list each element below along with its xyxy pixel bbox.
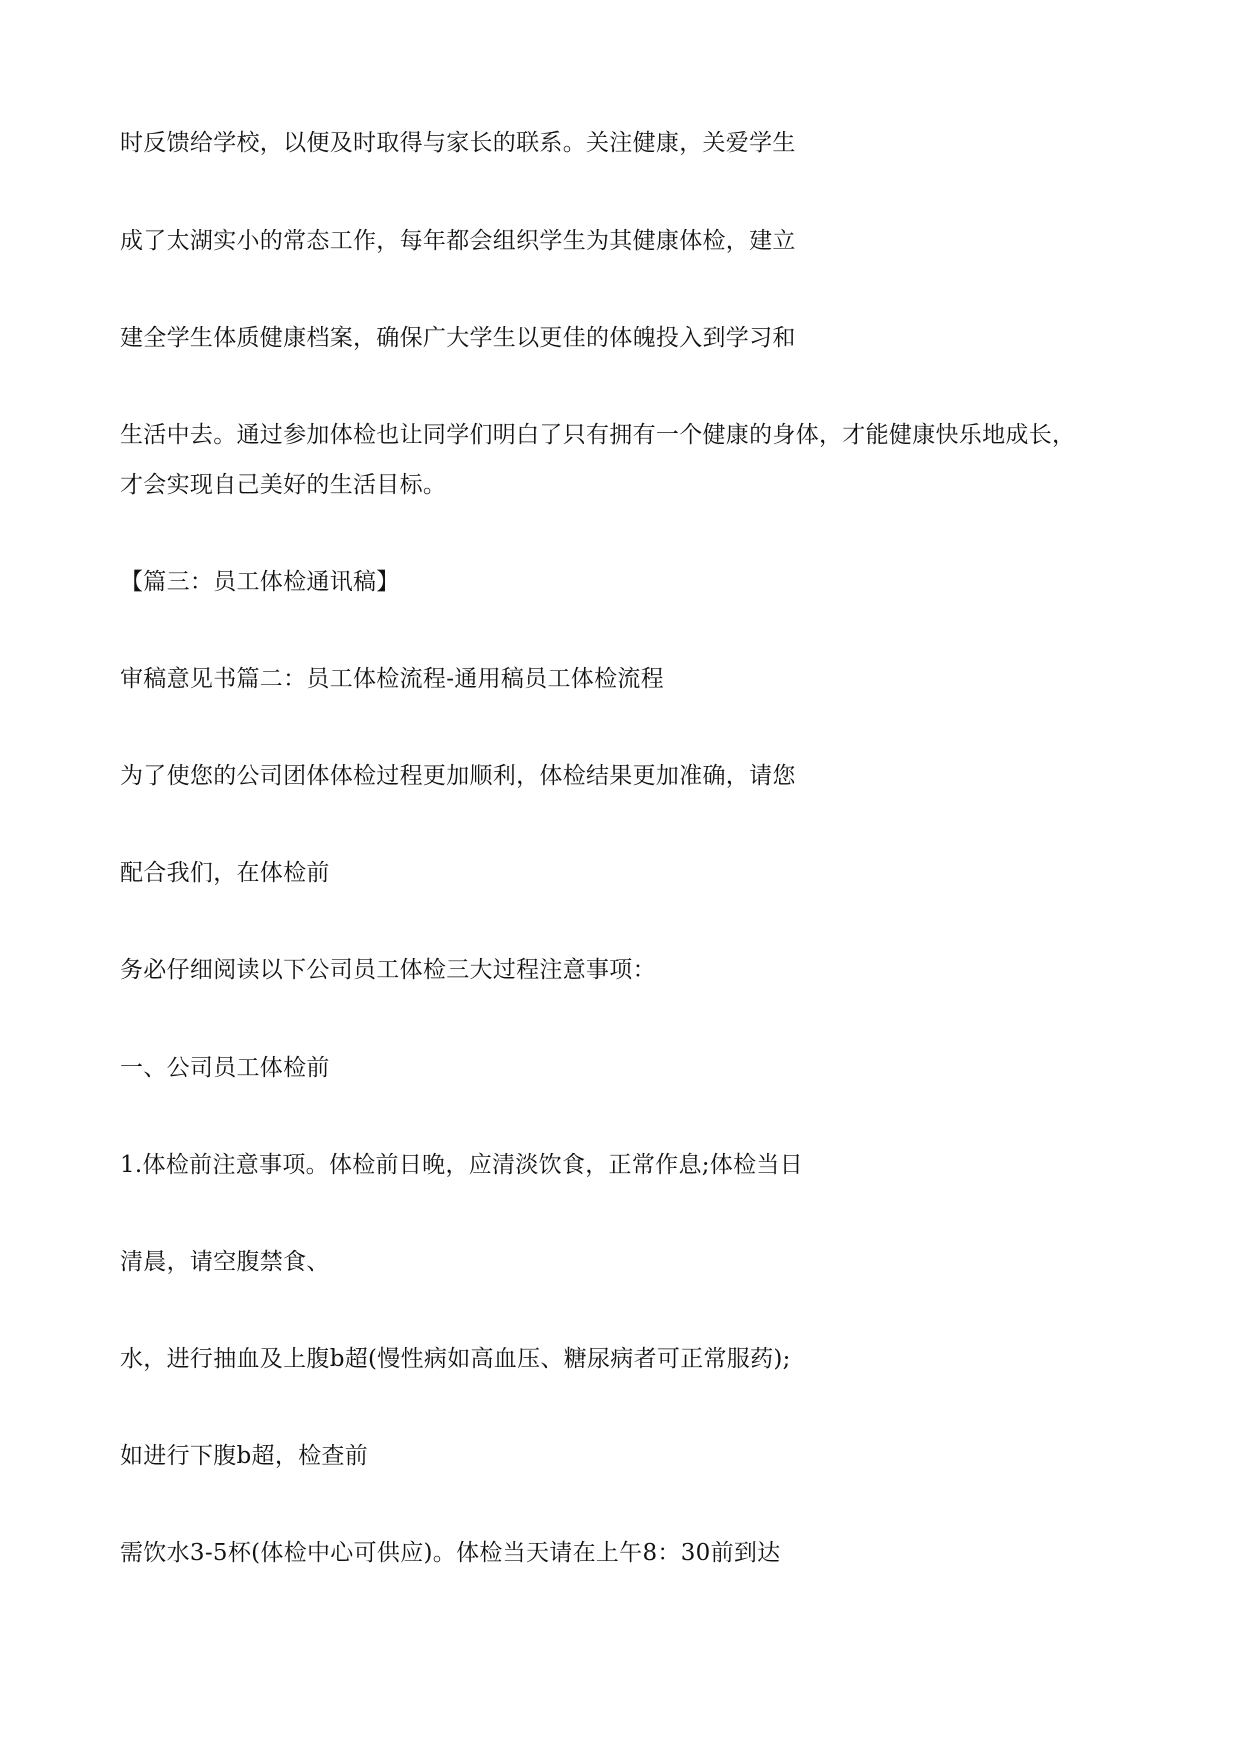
- paragraph-line: 务必仔细阅读以下公司员工体检三大过程注意事项：: [120, 957, 656, 983]
- paragraph-line: 才会实现自己美好的生活目标。: [120, 472, 447, 498]
- paragraph-line: 如进行下腹b超，检查前: [120, 1443, 369, 1469]
- paragraph-line: 清晨，请空腹禁食、: [120, 1249, 330, 1275]
- paragraph-line: 为了使您的公司团体体检过程更加顺利，体检结果更加准确，请您: [120, 763, 796, 789]
- paragraph-line: 成了太湖实小的常态工作，每年都会组织学生为其健康体检，建立: [120, 228, 796, 254]
- paragraph-line: 审稿意见书篇二：员工体检流程-通用稿员工体检流程: [120, 666, 664, 692]
- section-heading: 【篇三：员工体检通讯稿】: [120, 569, 400, 595]
- subheading: 一、公司员工体检前: [120, 1055, 330, 1081]
- paragraph-line: 1.体检前注意事项。体检前日晚，应清淡饮食，正常作息;体检当日: [120, 1152, 803, 1178]
- paragraph-line: 水，进行抽血及上腹b超(慢性病如高血压、糖尿病者可正常服药);: [120, 1346, 791, 1372]
- paragraph-line: 需饮水3-5杯(体检中心可供应)。体检当天请在上午8：30前到达: [120, 1540, 781, 1566]
- paragraph-line: 生活中去。通过参加体检也让同学们明白了只有拥有一个健康的身体，才能健康快乐地成长，: [120, 422, 1076, 448]
- paragraph-line: 配合我们，在体检前: [120, 860, 330, 886]
- paragraph-line: 建全学生体质健康档案，确保广大学生以更佳的体魄投入到学习和: [120, 325, 796, 351]
- paragraph-line: 时反馈给学校，以便及时取得与家长的联系。关注健康，关爱学生: [120, 130, 796, 156]
